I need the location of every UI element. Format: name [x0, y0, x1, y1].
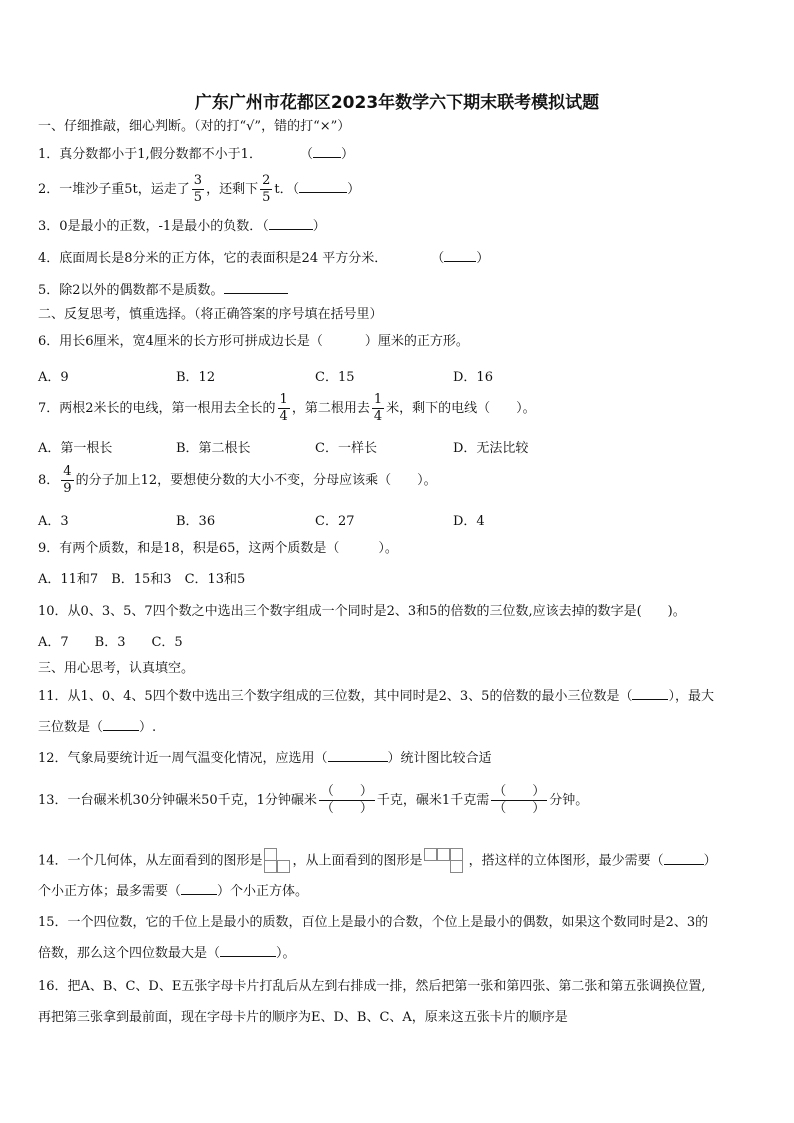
- fraction-blank[interactable]: $\frac{( )}{( )}$: [320, 784, 373, 816]
- option-a[interactable]: A．9: [38, 370, 69, 385]
- question-8: 8． $\frac{4}{9}$ 的分子加上12，要想使分数的大小不变，分母应该乘（ ）。: [38, 464, 437, 496]
- question-15-cont: 倍数，那么这个四位数最大是（ ）。: [38, 946, 296, 961]
- option-a[interactable]: A．3: [38, 514, 69, 529]
- fraction: $\frac{2}{5}$: [262, 173, 271, 205]
- fraction: $\frac{4}{9}$: [63, 464, 72, 496]
- question-3: 3．0是最小的正数，-1是最小的负数．（ ）: [38, 219, 326, 234]
- question-16-cont: 再把第三张拿到最前面，现在字母卡片的顺序为E、D、B、C、A，原来这五张卡片的顺序是: [38, 1010, 568, 1025]
- question-1-text: 1．真分数都小于1,假分数都不小于1．: [38, 147, 262, 162]
- question-2: 2．一堆沙子重5t，运走了 $\frac{3}{5}$ ，还剩下 $\frac{2}{5}$ t．（ ）: [38, 173, 361, 205]
- fraction: $\frac{3}{5}$: [193, 173, 203, 205]
- section-1-heading: 一、仔细推敲，细心判断。（对的打“√”，错的打“×”）: [38, 119, 351, 134]
- answer-blank[interactable]: [103, 718, 139, 731]
- answer-blank[interactable]: [444, 249, 476, 262]
- page-title: 广东广州市花都区2023年数学六下期末联考模拟试题: [194, 93, 600, 113]
- question-5: 5．除2以外的偶数都不是质数。: [38, 281, 288, 300]
- question-7: 7．两根2米长的电线，第一根用去全长的 $\frac{1}{4}$ ，第二根用去 $\frac{1}{4}$ 米，剩下的电线（ ）。: [38, 392, 536, 424]
- question-14-cont: 个小正方体；最多需要（ ）个小正方体。: [38, 884, 309, 899]
- question-11-cont: 三位数是（ ）.: [38, 720, 157, 735]
- option-c[interactable]: C．一样长: [315, 441, 377, 456]
- question-4: 4．底面周长是8分米的正方体，它的表面积是24 平方分米． （ ）: [38, 251, 490, 266]
- option-b[interactable]: B．12: [176, 370, 216, 385]
- answer-blank[interactable]: [224, 281, 288, 294]
- question-14: 14．一个几何体，从左面看到的图形是 ，从上面看到的图形是 ，搭这样的立体图形，最少需要（ ）: [38, 848, 717, 874]
- question-11: 11．从1、0、4、5四个数中选出三个数字组成的三位数，其中同时是2、3、5的倍数的最小三位数是（ ），最大: [38, 689, 714, 704]
- option-c[interactable]: C．27: [315, 514, 355, 529]
- question-9-options[interactable]: A．11和7 B．15和3 C．13和5: [38, 572, 246, 587]
- option-c[interactable]: C．15: [315, 370, 355, 385]
- option-b[interactable]: B．第二根长: [176, 441, 251, 456]
- option-d[interactable]: D．4: [453, 514, 485, 529]
- answer-blank[interactable]: [313, 145, 341, 158]
- answer-blank[interactable]: [299, 180, 347, 193]
- fraction: $\frac{1}{4}$: [279, 392, 288, 424]
- answer-blank[interactable]: [220, 944, 276, 957]
- question-10-options[interactable]: A．7 B．3 C．5: [38, 635, 183, 650]
- question-13: 13．一台碾米机30分钟碾米50千克，1分钟碾米 $\frac{( )}{( )}$ 千克，碾米1千克需 $\frac{( )}{( )}$ 分钟。: [38, 784, 589, 816]
- question-1: 1．真分数都小于1,假分数都不小于1． （ ）: [38, 147, 354, 162]
- section-3-heading: 三、用心思考，认真填空。: [38, 661, 195, 676]
- question-16: 16．把A、B、C、D、E五张字母卡片打乱后从左到右排成一排，然后把第一张和第四张、第二张和第五张调换位置,: [38, 979, 706, 994]
- section-2-heading: 二、反复思考，慎重选择。（将正确答案的序号填在括号里）: [38, 307, 383, 322]
- answer-blank[interactable]: [328, 749, 388, 762]
- question-6: 6．用长6厘米，宽4厘米的长方形可拼成边长是（ ）厘米的正方形。: [38, 334, 469, 349]
- question-15: 15．一个四位数，它的千位上是最小的质数，百位上是最小的合数，个位上是最小的偶数，如果这个数同时是2、3的: [38, 915, 709, 930]
- option-b[interactable]: B．36: [176, 514, 216, 529]
- fraction-blank[interactable]: $\frac{( )}{( )}$: [493, 784, 546, 816]
- option-a[interactable]: A．第一根长: [38, 441, 113, 456]
- answer-blank[interactable]: [269, 217, 313, 230]
- answer-blank[interactable]: [664, 852, 704, 865]
- answer-blank[interactable]: [181, 882, 217, 895]
- question-10: 10．从0、3、5、7四个数之中选出三个数字组成一个同时是2、3和5的倍数的三位数,应该去掉的数字是( )。: [38, 604, 686, 619]
- answer-blank[interactable]: [632, 687, 668, 700]
- fraction: $\frac{1}{4}$: [373, 392, 383, 424]
- question-12: 12．气象局要统计近一周气温变化情况，应选用（ ）统计图比较合适: [38, 751, 492, 766]
- top-view-figure-icon: [423, 848, 469, 874]
- option-d[interactable]: D．16: [453, 370, 493, 385]
- option-d[interactable]: D．无法比较: [453, 441, 529, 456]
- left-view-figure-icon: [263, 848, 293, 874]
- question-9: 9．有两个质数，和是18，积是65，这两个质数是（ ）。: [38, 541, 398, 556]
